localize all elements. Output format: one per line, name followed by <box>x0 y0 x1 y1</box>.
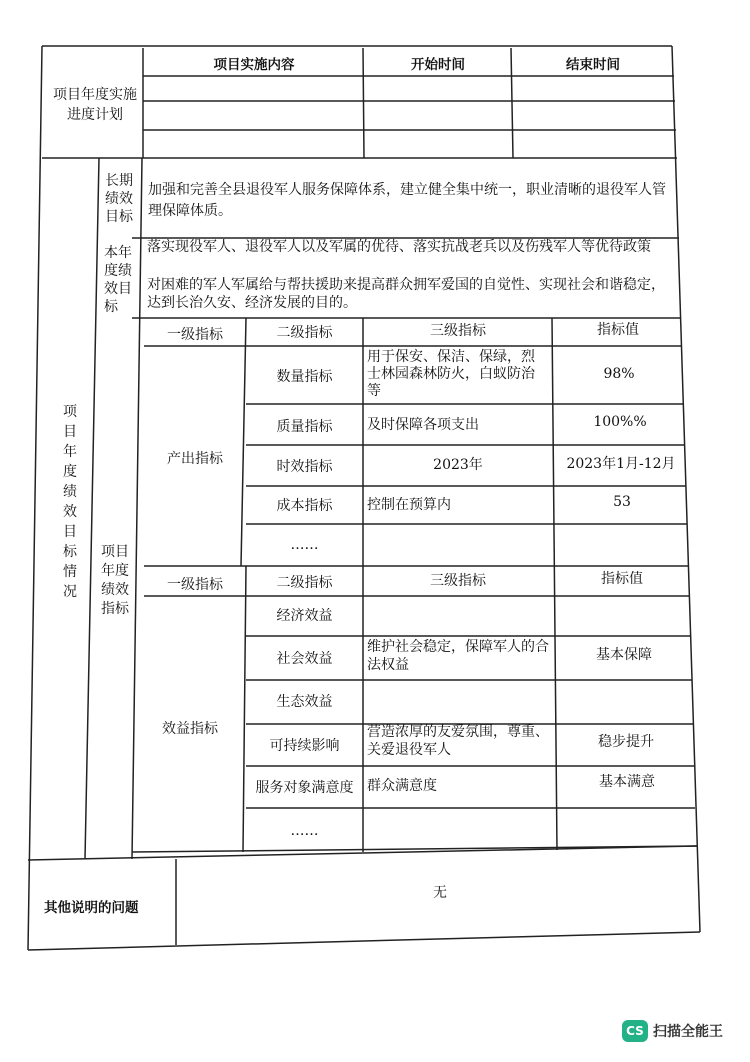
plan-header-start: 开始时间 <box>411 57 465 73</box>
annual-text-line1: 落实现役军人、退役军人以及军属的优待、落实抗战老兵以及伤残军人等优待政策 <box>147 239 651 255</box>
output-row-value: 100%% <box>593 414 647 430</box>
output-row-level2: 时效指标 <box>276 459 333 475</box>
benefit-row-level2: 经济效益 <box>276 608 333 624</box>
output-row-level3: 用于保安、保洁、保绿，烈士林园森林防火，白蚁防治等 <box>367 349 535 399</box>
benefit-header-level3: 三级指标 <box>430 573 486 589</box>
output-row-level2: …… <box>290 537 319 553</box>
output-row-value: 2023年1月-12月 <box>566 456 676 472</box>
long-term-text: 加强和完善全县退役军人服务保障体系，建立健全集中统一，职业清晰的退役军人管理保障体质。 <box>148 182 666 219</box>
benefit-row-value: 基本保障 <box>596 647 652 663</box>
benefit-row-level2: 服务对象满意度 <box>255 780 354 796</box>
output-header-value: 指标值 <box>597 322 639 338</box>
benefit-header-level2: 二级指标 <box>276 575 333 591</box>
output-row-level2: 成本指标 <box>276 498 333 514</box>
benefit-label: 效益指标 <box>162 721 218 737</box>
plan-label: 项目年度实施进度计划 <box>53 87 137 123</box>
benefit-row-level2: 社会效益 <box>276 651 333 667</box>
annual-text-line2: 对困难的军人军属给与帮扶援助来提高群众拥军爱国的自觉性、实现社会和谐稳定，达到长治久安、经济发展的目的。 <box>147 277 665 311</box>
output-header-level3: 三级指标 <box>430 323 486 339</box>
output-row-level2: 质量指标 <box>276 419 333 435</box>
output-label: 产出指标 <box>167 451 223 467</box>
output-row-level3: 及时保障各项支出 <box>367 417 479 433</box>
output-header-level1: 一级指标 <box>167 327 223 343</box>
benefit-row-value: 稳步提升 <box>598 734 654 750</box>
output-row-value: 53 <box>613 494 631 510</box>
benefit-row-level2: …… <box>290 823 319 839</box>
benefit-row-value: 基本满意 <box>599 774 655 790</box>
other-label: 其他说明的问题 <box>44 900 139 916</box>
benefit-header-level1: 一级指标 <box>167 577 223 593</box>
plan-header-content: 项目实施内容 <box>213 57 295 73</box>
perf-section-label: 项目年度绩效目标情况 <box>63 404 77 600</box>
benefit-row-level3: 营造浓厚的友爱氛围，尊重、关爱退役军人 <box>367 724 549 758</box>
benefit-row-level2: 生态效益 <box>276 694 333 710</box>
benefit-header-value: 指标值 <box>601 571 643 587</box>
benefit-row-level3: 维护社会稳定，保障军人的合法权益 <box>367 639 549 673</box>
output-header-level2: 二级指标 <box>276 325 333 341</box>
benefit-row-level2: 可持续影响 <box>269 738 340 754</box>
long-term-label: 长期绩效目标 <box>105 173 133 225</box>
output-row-level3: 控制在预算内 <box>367 497 451 513</box>
output-row-level2: 数量指标 <box>276 369 333 385</box>
plan-header-end: 结束时间 <box>566 57 620 73</box>
benefit-row-level3: 群众满意度 <box>367 778 437 794</box>
watermark-text: 扫描全能王 <box>653 1024 723 1040</box>
scanner-watermark <box>622 1020 723 1042</box>
output-row-value: 98% <box>603 366 635 382</box>
annual-label: 本年度绩效目标 <box>104 245 132 315</box>
cs-logo-icon: CS <box>622 1020 648 1042</box>
output-row-level3: 2023年 <box>433 457 483 473</box>
other-value: 无 <box>433 885 447 901</box>
indicators-label: 项目年度绩效指标 <box>101 544 129 617</box>
